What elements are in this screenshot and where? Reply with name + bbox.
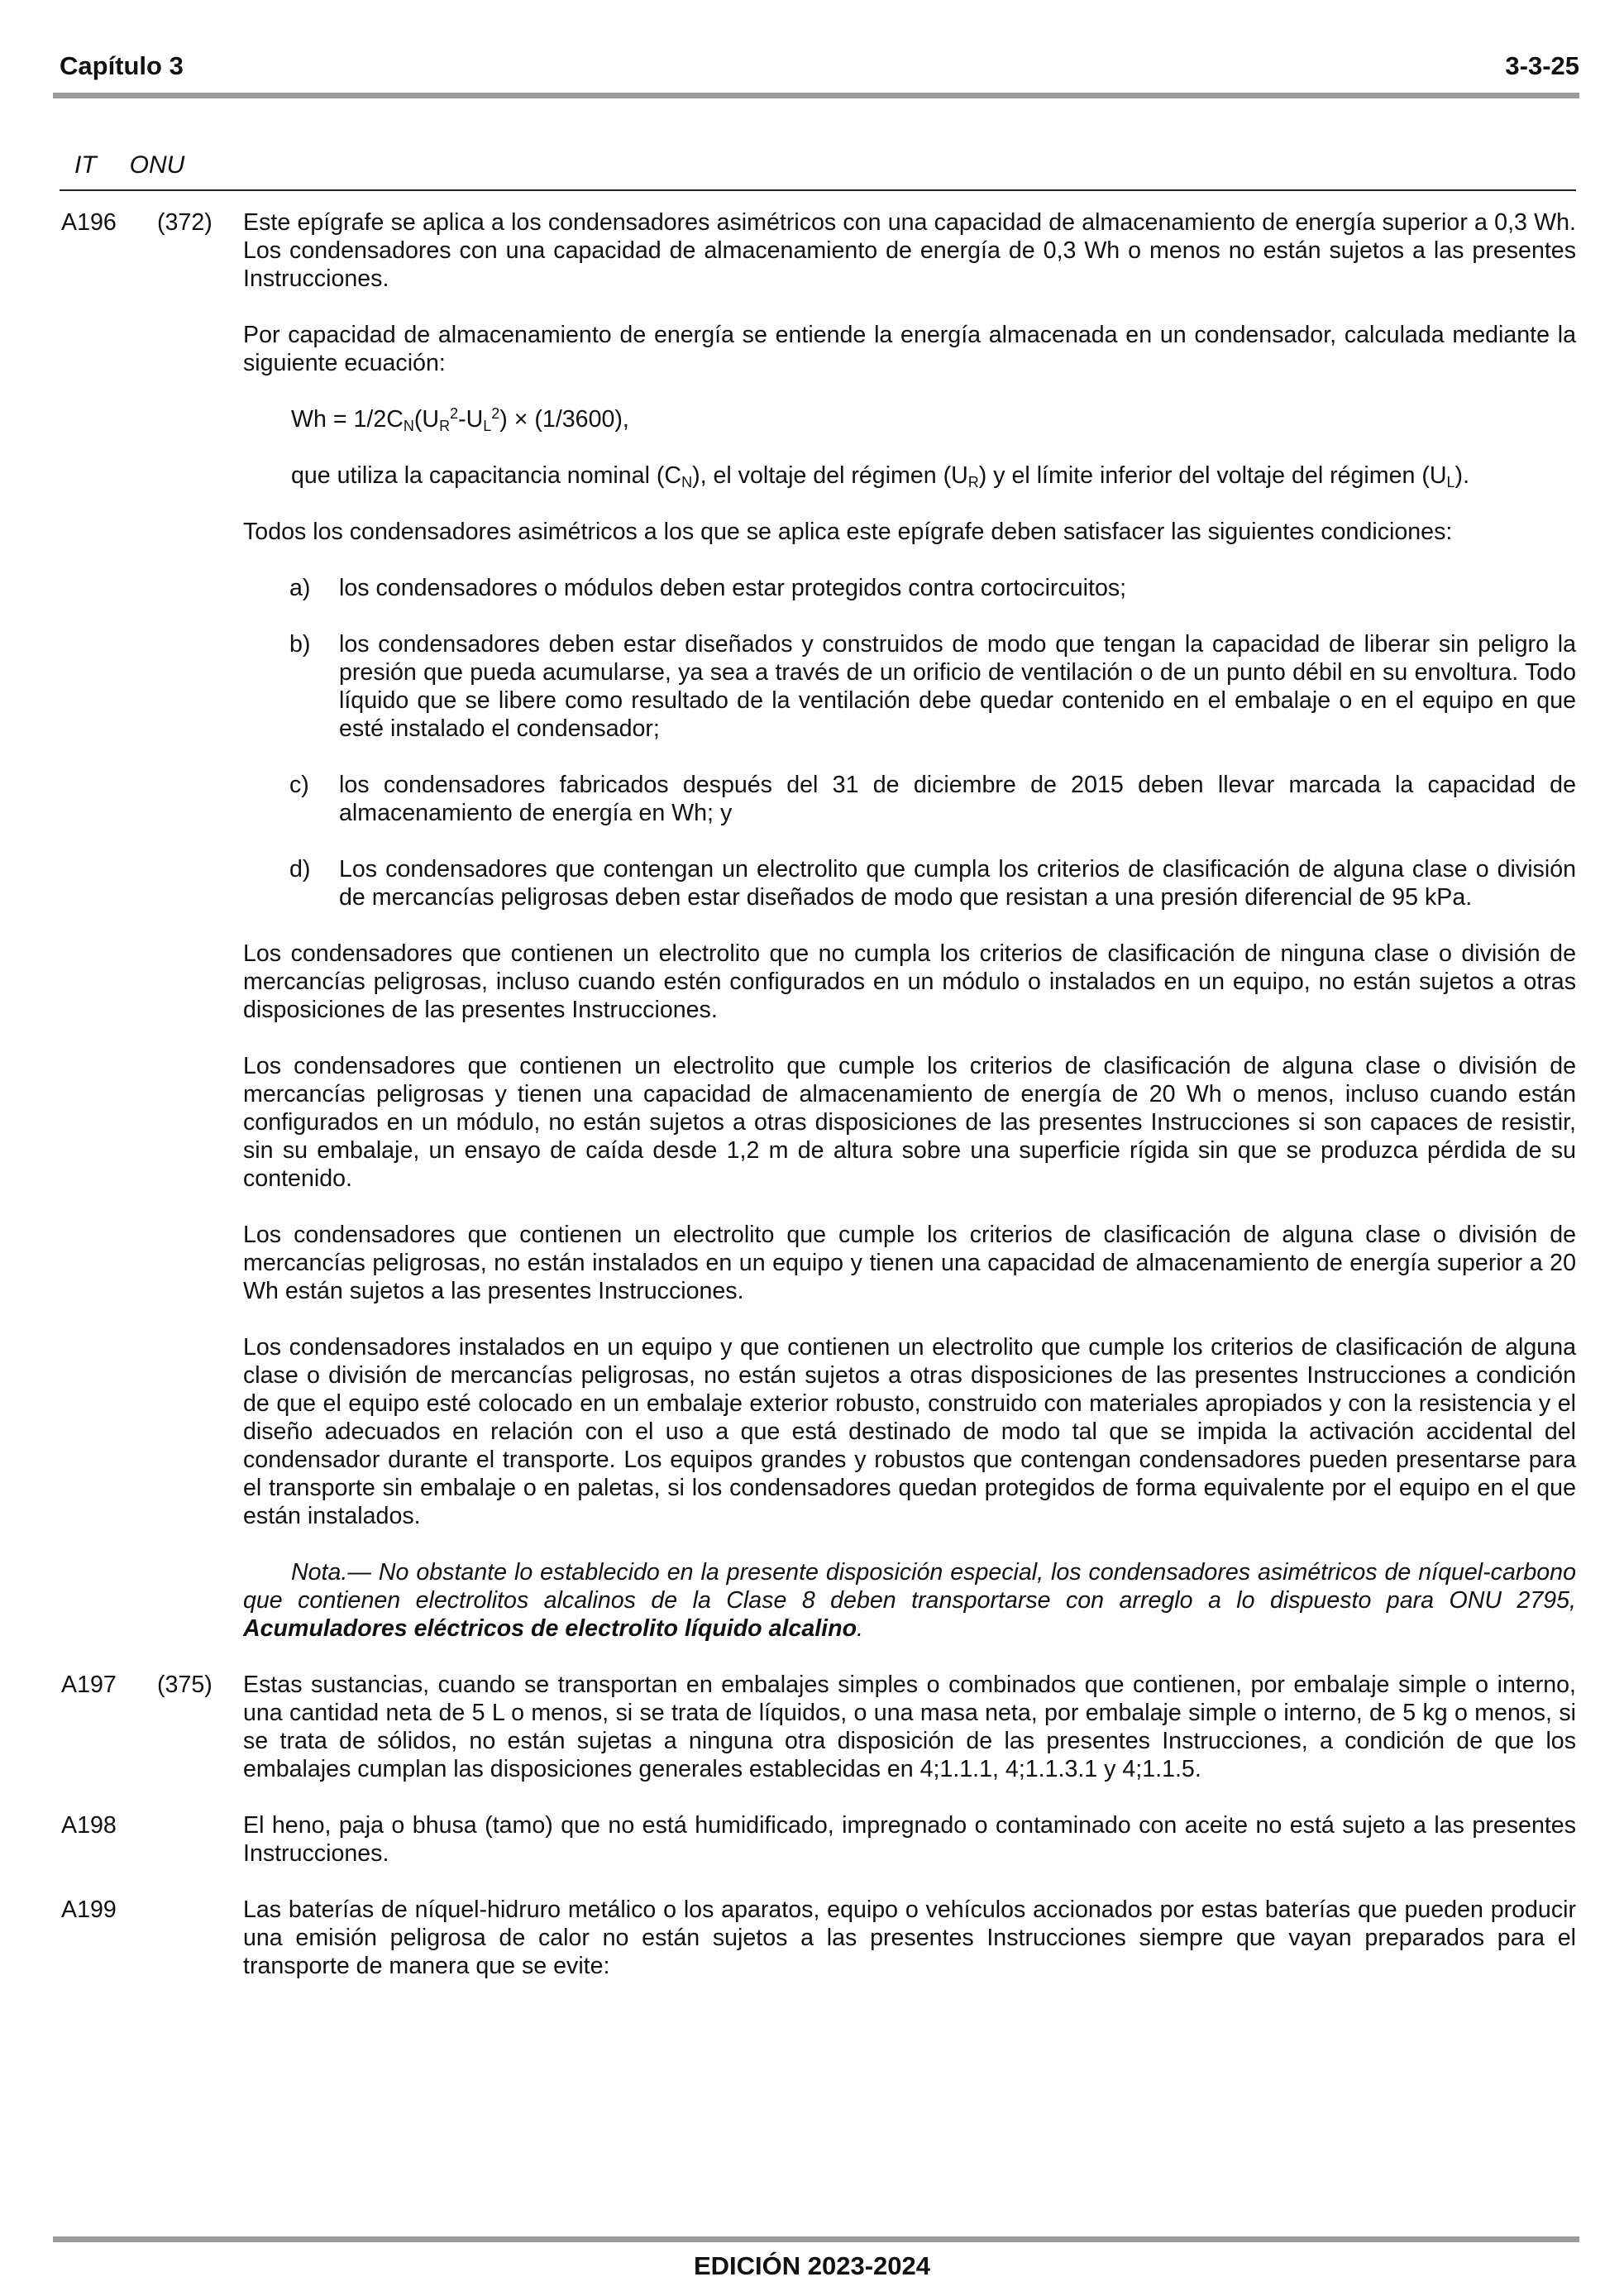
- energy-formula: $Wh = 1/2C_N(U_R^2-U_L^2) \times (1/3600)$,: [291, 405, 629, 434]
- paragraph: Los condensadores instalados en un equipo y que contienen un electrolito que cumple los criterios de clasificación de alguna clase o división de mercancías peligrosas, no están sujetos a otras disposiciones de las presentes Instrucciones a condición de que el equipo esté colocado en un embalaje exterior robusto, construido con materiales apropiados y con la resistencia y el diseño adecuados en relación con el uso a que está destinado de modo tal que se impida la activación accidental del condensador durante el transporte. Los equipos grandes y robustos que contengan condensadores pueden presentarse para el transporte sin embalaje o en paletas, si los condensadores quedan protegidos de forma equivalente por el equipo en el que están instalados.: [243, 1334, 1576, 1529]
- note: Nota.— No obstante lo establecido en la presente disposición especial, los condensadores asimétricos de níquel-carbono que contienen electrolitos alcalinos de la Clase 8 deben transportarse con arreglo a lo dispuesto para ONU 2795, Acumuladores eléctricos de electrolito líquido alcalino.: [243, 1559, 1576, 1642]
- paragraph: Todos los condensadores asimétricos a los que se aplica este epígrafe deben satisfacer las siguientes condiciones:: [243, 519, 1453, 545]
- provision-a198: [60, 1811, 1576, 1868]
- paragraph: Los condensadores que contienen un electrolito que cumple los criterios de clasificación de alguna clase o división de mercancías peligrosas, no están instalados en un equipo y tienen una capacidad de almacenamiento de energía superior a 20 Wh están sujetos a las presentes Instrucciones.: [243, 1222, 1576, 1304]
- paragraph: Los condensadores que contienen un electrolito que cumple los criterios de clasificación de alguna clase o división de mercancías peligrosas y tienen una capacidad de almacenamiento de energía de 20 Wh o menos, incluso cuando están configurados en un módulo, no están sujetos a otras disposiciones de las presentes Instrucciones si son capaces de resistir, sin su embalaje, un ensayo de caída desde 1,2 m de altura sobre una superficie rígida sin que se produzca pérdida de su contenido.: [243, 1053, 1576, 1192]
- edition-footer: EDICIÓN 2023-2024: [693, 2251, 931, 2280]
- provision-ref: (375): [157, 1672, 213, 1698]
- column-onu: ONU: [129, 151, 185, 179]
- paragraph: Este epígrafe se aplica a los condensadores asimétricos con una capacidad de almacenamiento de energía superior a 0,3 Wh. Los condensadores con una capacidad de almacenamiento de energía de 0,3 Wh o menos no están sujetos a las presentes Instrucciones.: [243, 209, 1576, 292]
- provision-a196: [60, 208, 1576, 1643]
- provision-ref: (372): [157, 209, 213, 236]
- paragraph: Estas sustancias, cuando se transportan en embalajes simples o combinados que contienen, por embalaje simple o interno, una cantidad neta de 5 L o menos, si se trata de líquidos, o una masa neta, por embalaje simple o interno, de 5 kg o menos, si se trata de sólidos, no están sujetas a ninguna otra disposición de las presentes Instrucciones, a condición de que los embalajes cumplan las disposiciones generales establecidas en 4;1.1.1, 4;1.1.3.1 y 4;1.1.5.: [243, 1672, 1576, 1782]
- formula-explanation: que utiliza la capacitancia nominal $(C_N)$, el voltaje del régimen $(U_R)$ y el límite inferior del voltaje del régimen $(U_L)$.: [291, 462, 1470, 490]
- page-header: [60, 46, 1579, 88]
- paragraph: El heno, paja o bhusa (tamo) que no está humidificado, impregnado o contaminado con aceite no está sujeto a las presentes Instrucciones.: [243, 1812, 1576, 1867]
- provision-a199: [60, 1896, 1576, 1980]
- provision-code: A198: [61, 1812, 117, 1839]
- list-item: d) Los condensadores que contengan un electrolito que cumpla los criterios de clasificación de alguna clase o división de mercancías peligrosas deben estar diseñados de modo que resistan a una presión diferencial de 95 kPa.: [289, 856, 1576, 911]
- paragraph: Los condensadores que contienen un electrolito que no cumpla los criterios de clasificación de ninguna clase o división de mercancías peligrosas, incluso cuando estén configurados en un módulo o instalados en un equipo, no están sujetos a otras disposiciones de las presentes Instrucciones.: [243, 940, 1576, 1023]
- footer-rule: [53, 2236, 1579, 2242]
- page-number: 3-3-25: [1505, 51, 1579, 80]
- provision-code: A199: [61, 1897, 117, 1923]
- header-rule: [53, 93, 1579, 98]
- document-body: [60, 208, 1576, 2008]
- provision-a197: [60, 1671, 1576, 1783]
- list-item: c) los condensadores fabricados después del 31 de diciembre de 2015 deben llevar marcada la capacidad de almacenamiento de energía en Wh; y: [289, 772, 1576, 826]
- chapter-title: Capítulo 3: [60, 51, 184, 80]
- provision-code: A196: [61, 209, 117, 236]
- column-rule: [60, 189, 1576, 191]
- list-item: b) los condensadores deben estar diseñados y construidos de modo que tengan la capacidad de liberar sin peligro la presión que pueda acumularse, ya sea a través de un orificio de ventilación o de un punto débil en su envoltura. Todo líquido que se libere como resultado de la ventilación debe quedar contenido en el embalaje o en el equipo en que esté instalado el condensador;: [289, 631, 1576, 742]
- provision-code: A197: [61, 1672, 117, 1698]
- paragraph: Las baterías de níquel-hidruro metálico o los aparatos, equipo o vehículos accionados por estas baterías que pueden producir una emisión peligrosa de calor no están sujetos a las presentes Instrucciones siempre que vayan preparados para el transporte de manera que se evite:: [243, 1897, 1576, 1979]
- column-it: IT: [74, 151, 97, 179]
- list-item: a) los condensadores o módulos deben estar protegidos contra cortocircuitos;: [289, 575, 1127, 601]
- column-headings: [74, 151, 184, 179]
- paragraph: Por capacidad de almacenamiento de energía se entiende la energía almacenada en un condensador, calculada mediante la siguiente ecuación:: [243, 322, 1576, 376]
